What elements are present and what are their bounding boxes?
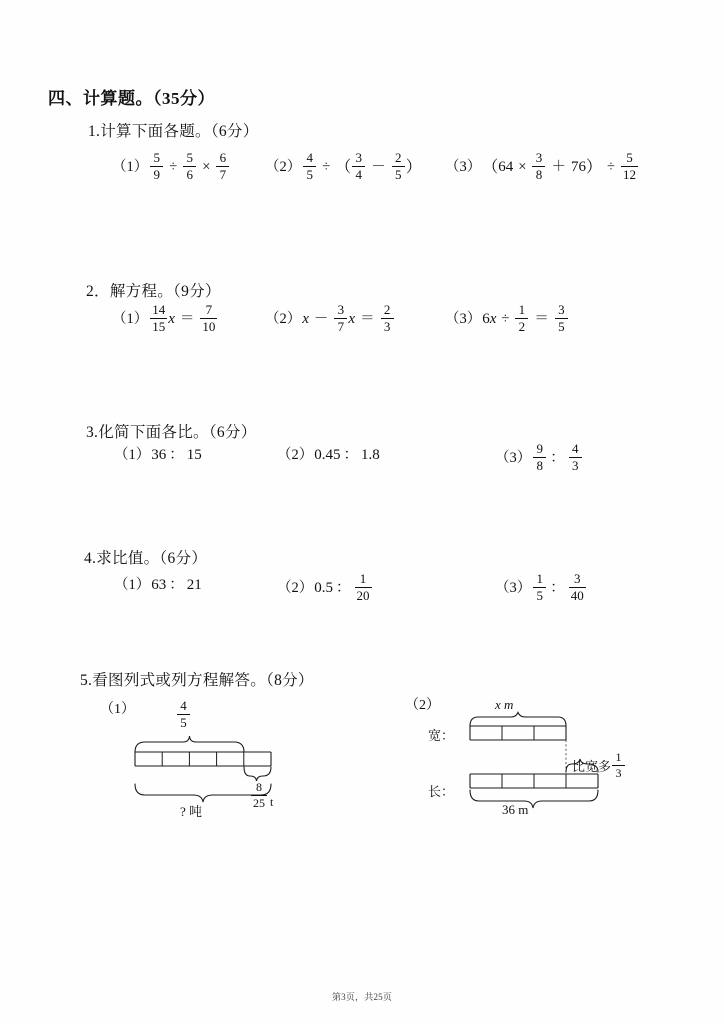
problem-1-item-2 — [265, 152, 422, 183]
fraction: $\frac{6}{7}$ — [216, 151, 229, 182]
unit-label: t — [270, 794, 274, 809]
problem-4-item-1 — [114, 578, 202, 593]
number: 76 — [570, 159, 586, 176]
item-index: （1） — [114, 447, 151, 464]
operator: ÷ — [501, 311, 510, 328]
number: 0.45 — [314, 447, 341, 463]
number: 64 — [498, 159, 514, 176]
number: 36 — [151, 447, 167, 463]
extra-text: 比宽多 — [572, 758, 612, 774]
ratio-colon: ： — [336, 580, 351, 597]
operator: ＋ — [551, 159, 566, 176]
item-index: （1） — [112, 159, 149, 176]
number: 15 — [186, 447, 202, 463]
fraction: $\frac{1}{2}$ — [515, 303, 528, 334]
fraction: $\frac{5}{12}$ — [622, 150, 636, 183]
problem-3-item-1 — [114, 448, 202, 463]
diagram-2-width-label: 宽： — [428, 728, 455, 743]
fraction: $\frac{2}{5}$ — [392, 151, 405, 182]
fraction: $\frac{1}{5}$ — [533, 572, 546, 603]
diagram-1-index: （1） — [100, 702, 135, 717]
open-paren: （ — [335, 158, 352, 176]
item-index: （1） — [112, 311, 149, 328]
fraction: $\frac{4}{5}$ — [303, 151, 316, 182]
fraction: $\frac{1}{3}$ — [612, 751, 625, 780]
fraction: $\frac{5}{6}$ — [183, 151, 196, 182]
variable: x — [489, 311, 497, 328]
operator: ＝ — [360, 311, 375, 328]
top-brace — [135, 736, 244, 752]
fraction: $\frac{2}{3}$ — [381, 303, 394, 334]
problem-4-heading: 4.求比值。（6分） — [84, 550, 208, 567]
number: 0.5 — [314, 580, 333, 597]
fraction: $\frac{4}{5}$ — [177, 699, 190, 730]
problem-2-item-3 — [445, 304, 569, 335]
extra-segment-brace — [566, 759, 598, 772]
fraction: $\frac{1}{20}$ — [356, 571, 370, 604]
item-index: （3） — [445, 311, 482, 328]
item-index: （1） — [114, 577, 151, 594]
problem-1-heading: 1.计算下面各题。（6分） — [88, 123, 259, 140]
fraction: $\frac{14}{15}$ — [152, 302, 166, 335]
diagram-2-index: （2） — [405, 698, 440, 713]
operator: ÷ — [322, 159, 331, 176]
operator: × — [202, 159, 211, 176]
item-index: （3） — [495, 580, 532, 597]
problem-4-item-2 — [277, 573, 373, 604]
item-index: （2） — [265, 311, 302, 328]
operator: － — [313, 311, 329, 328]
problem-4-item-3 — [495, 573, 587, 604]
width-top-brace — [470, 713, 566, 727]
fraction: $\frac{3}{8}$ — [532, 151, 545, 182]
problem-3-heading: 3.化简下面各比。（6分） — [86, 424, 257, 441]
fraction: $\frac{5}{9}$ — [150, 151, 163, 182]
diagram-2-bottom-label: 36 m — [502, 802, 529, 817]
operator: ÷ — [606, 159, 615, 176]
operator: ÷ — [169, 159, 178, 176]
item-index: （2） — [265, 159, 302, 176]
fraction: $\frac{9}{8}$ — [533, 442, 546, 473]
number: 21 — [186, 577, 202, 593]
fraction: $\frac{3}{5}$ — [555, 303, 568, 334]
variable: x — [302, 311, 309, 328]
diagram-1-part-label — [250, 782, 273, 811]
fraction: $\frac{4}{3}$ — [569, 442, 582, 473]
number: 6 — [482, 311, 490, 328]
operator: ＝ — [179, 311, 195, 328]
fraction: $\frac{3}{40}$ — [570, 571, 584, 604]
length-bottom-brace — [470, 790, 598, 808]
problem-2-item-2 — [265, 304, 395, 335]
close-paren: ） — [405, 158, 422, 176]
ratio-colon: ： — [169, 577, 184, 594]
ratio-colon: ： — [343, 447, 358, 464]
problem-2-item-1 — [112, 304, 218, 335]
fraction: $\frac{3}{4}$ — [352, 151, 365, 182]
ratio-colon: ： — [550, 580, 565, 597]
ratio-colon: ： — [169, 447, 184, 464]
operator: － — [371, 159, 386, 176]
diagram-2-top-label: x m — [495, 697, 514, 712]
diagram-1-bottom-label: ? 吨 — [180, 804, 203, 819]
close-paren: ） — [585, 158, 602, 176]
problem-1-item-1 — [112, 152, 230, 183]
item-index: （3） — [445, 159, 482, 176]
fraction: $\frac{3}{7}$ — [334, 303, 347, 334]
problem-3-item-3 — [495, 443, 583, 474]
number: 1.8 — [361, 447, 380, 463]
problem-1-item-3 — [445, 152, 639, 183]
problem-2-heading: 2．解方程。（9分） — [86, 283, 221, 300]
operator: × — [518, 159, 527, 176]
item-index: （2） — [277, 447, 314, 464]
problem-5-heading: 5.看图列式或列方程解答。（8分） — [80, 672, 314, 689]
number: 63 — [151, 577, 167, 593]
page-footer: 第3页，共25页 — [331, 992, 393, 1002]
problem-3-item-2 — [277, 448, 380, 463]
variable: x — [168, 311, 175, 328]
fraction: $\frac{7}{10}$ — [202, 302, 216, 335]
item-index: （2） — [277, 580, 314, 597]
item-index: （3） — [495, 450, 532, 467]
ratio-colon: ： — [550, 450, 565, 467]
diagram-2-length-label: 长： — [428, 784, 455, 799]
variable: x — [348, 311, 356, 328]
diagram-2-svg — [466, 712, 656, 817]
fraction: $\frac{8}{25}$ — [253, 780, 265, 811]
page-title: 四、计算题。（35分） — [48, 89, 215, 108]
diagram-2-bar-model — [466, 712, 656, 817]
part-brace — [244, 767, 271, 781]
open-paren: （ — [482, 158, 499, 176]
operator: ＝ — [534, 311, 549, 328]
